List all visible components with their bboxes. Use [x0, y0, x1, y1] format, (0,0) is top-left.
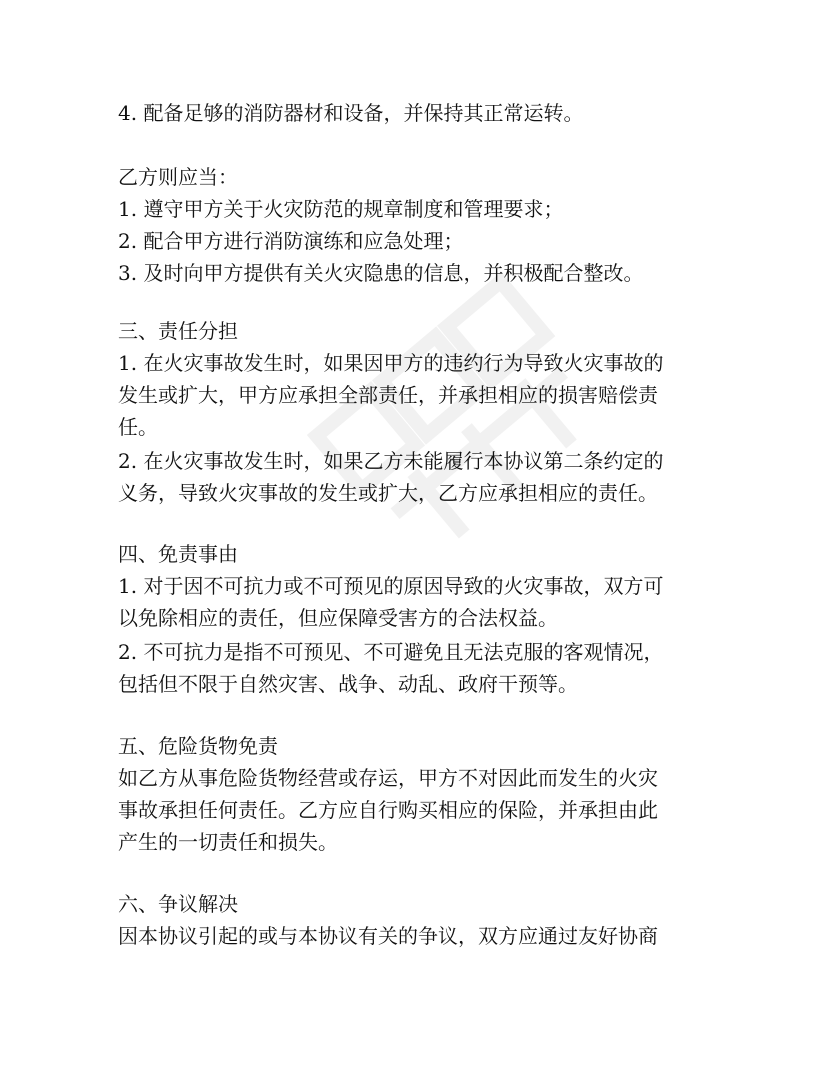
text-line: 如乙方从事危险货物经营或存运，甲方不对因此而发生的火灾: [118, 766, 658, 790]
text-line: 义务，导致火灾事故的发生或扩大，乙方应承担相应的责任。: [118, 481, 658, 505]
text-line: 2. 不可抗力是指不可预见、不可避免且无法克服的客观情况，: [118, 640, 664, 664]
text-line: 以免除相应的责任，但应保障受害方的合法权益。: [118, 606, 558, 630]
watermark-graphic: [296, 260, 624, 580]
section-heading: 五、危险货物免责: [118, 734, 278, 758]
text-line: 1. 在火灾事故发生时，如果因甲方的违约行为导致火灾事故的: [118, 351, 664, 375]
text-line: 因本协议引起的或与本协议有关的争议，双方应通过友好协商: [118, 924, 658, 948]
text-line: 乙方则应当：: [118, 165, 238, 189]
text-line: 2. 在火灾事故发生时，如果乙方未能履行本协议第二条约定的: [118, 449, 664, 473]
text-line: 4. 配备足够的消防器材和设备，并保持其正常运转。: [118, 101, 584, 125]
watermark-logo: [296, 260, 624, 580]
section-heading: 四、免责事由: [118, 542, 238, 566]
text-line: 包括但不限于自然灾害、战争、动乱、政府干预等。: [118, 672, 578, 696]
text-line: 2. 配合甲方进行消防演练和应急处理；: [118, 229, 464, 253]
text-line: 1. 对于因不可抗力或不可预见的原因导致的火灾事故，双方可: [118, 574, 664, 598]
text-line: 事故承担任何责任。乙方应自行购买相应的保险，并承担由此: [118, 798, 658, 822]
text-line: 发生或扩大，甲方应承担全部责任，并承担相应的损害赔偿责: [118, 383, 658, 407]
text-line: 任。: [118, 415, 158, 439]
text-line: 1. 遵守甲方关于火灾防范的规章制度和管理要求；: [118, 197, 564, 221]
section-heading: 三、责任分担: [118, 319, 238, 343]
text-line: 3. 及时向甲方提供有关火灾隐患的信息，并积极配合整改。: [118, 261, 644, 285]
text-line: 产生的一切责任和损失。: [118, 830, 338, 854]
section-heading: 六、争议解决: [118, 892, 238, 916]
